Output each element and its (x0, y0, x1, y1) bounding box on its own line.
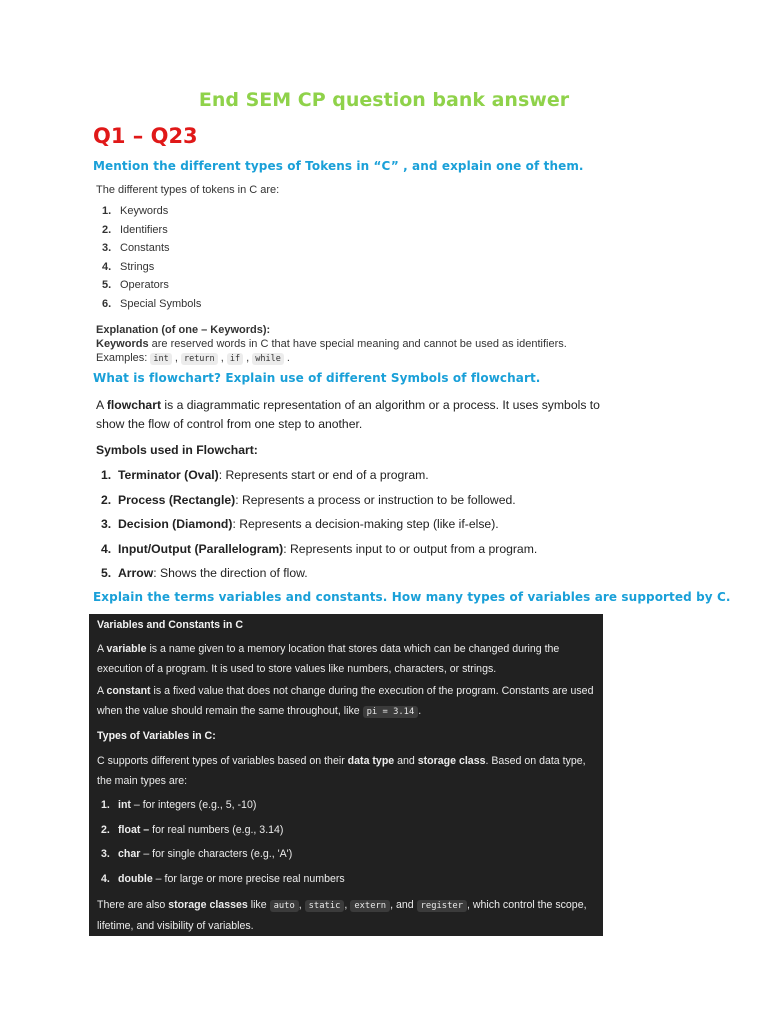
types-heading: Types of Variables in C: (97, 730, 216, 742)
variable-definition: A variable is a name given to a memory location that stores data which can be changed during the execution of a program. It is used to store values like numbers, characters, or strings. (97, 643, 560, 675)
list-item: 3. Decision (Diamond): Represents a decision-making step (like if-else). (101, 517, 499, 532)
explanation-heading: Explanation (of one – Keywords): (96, 323, 271, 336)
flowchart-definition: A flowchart is a diagrammatic representation of an algorithm or a process. It uses symbols to show the flow of control from one step to another. (96, 398, 600, 431)
list-item: 5. Operators (102, 279, 169, 292)
variable-type-list (97, 793, 595, 891)
code-chip: static (305, 900, 345, 912)
question-range: Q1 – Q23 (93, 124, 198, 148)
types-intro: C supports different types of variables based on their data type and storage class. Based on data type, the main types are: (97, 755, 586, 787)
code-chip: return (181, 353, 218, 365)
q1-heading: Mention the different types of Tokens in “C” , and explain one of them. (93, 159, 584, 173)
list-item: 1. int – for integers (e.g., 5, -10) (101, 799, 257, 811)
symbols-heading: Symbols used in Flowchart: (96, 443, 258, 457)
list-item: 4. Strings (102, 260, 155, 273)
q1-answer (96, 184, 616, 366)
constant-definition: A constant is a fixed value that does not change during the execution of the program. Constants are used when the value should remain the same throughout, like pi = 3.14 . (97, 685, 594, 717)
document-title: End SEM CP question bank answer (198, 89, 570, 111)
list-item: 6. Special Symbols (102, 297, 202, 310)
list-item: 2. Identifiers (102, 223, 168, 236)
symbol-list (96, 463, 616, 586)
explanation-text: Keywords are reserved words in C that have special meaning and cannot be used as identifiers. Examples: int , return , if , while . (96, 337, 567, 364)
q2-answer (96, 396, 616, 586)
list-item: 3. char – for single characters (e.g., 'A') (101, 848, 293, 861)
list-item: 3. Constants (102, 242, 170, 255)
code-chip: while (252, 353, 284, 365)
list-item: 2. float – for real numbers (e.g., 3.14) (101, 823, 284, 836)
q1-intro: The different types of tokens in C are: (96, 184, 280, 196)
list-item: 4. double – for large or more precise real numbers (101, 872, 345, 885)
code-chip: auto (270, 900, 299, 912)
code-chip: int (150, 353, 171, 365)
list-item: 4. Input/Output (Parallelogram): Represents input to or output from a program. (101, 541, 538, 556)
list-item: 5. Arrow: Shows the direction of flow. (101, 566, 308, 581)
panel-title: Variables and Constants in C (97, 619, 243, 631)
q2-heading: What is flowchart? Explain use of different Symbols of flowchart. (93, 371, 541, 385)
list-item: 2. Process (Rectangle): Represents a process or instruction to be followed. (101, 492, 516, 507)
list-item: 1. Keywords (102, 205, 169, 217)
q3-heading: Explain the terms variables and constants. How many types of variables are supported by C. (93, 590, 731, 604)
token-list (96, 202, 616, 314)
code-chip: register (417, 900, 467, 912)
code-chip: extern (350, 900, 390, 912)
code-chip: pi = 3.14 (363, 706, 419, 718)
q3-answer-panel (89, 614, 603, 936)
storage-class-note: There are also storage classes like auto , static , extern , and register , which control the scope, lifetime, and visibility of variables. (97, 899, 587, 932)
list-item: 1. Terminator (Oval): Represents start or end of a program. (101, 468, 429, 482)
code-chip: if (227, 353, 243, 365)
